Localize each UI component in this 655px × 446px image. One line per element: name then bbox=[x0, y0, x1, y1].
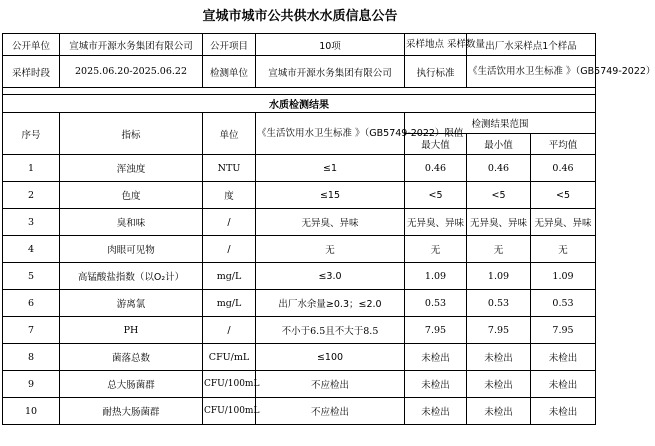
row-limit: ≤1 bbox=[256, 155, 405, 182]
row-max: 未检出 bbox=[405, 371, 467, 398]
info-label-period: 采样时段 bbox=[3, 56, 60, 88]
row-indicator: 肉眼可见物 bbox=[60, 236, 203, 263]
table-row bbox=[3, 398, 596, 425]
row-unit: NTU bbox=[203, 155, 256, 182]
table-row bbox=[3, 317, 596, 344]
row-indicator: 耐热大肠菌群 bbox=[60, 398, 203, 425]
row-limit: ≤100 bbox=[256, 344, 405, 371]
row-avg: 无 bbox=[531, 236, 596, 263]
row-max: 1.09 bbox=[405, 263, 467, 290]
water-quality-table bbox=[2, 33, 655, 425]
row-indicator: PH bbox=[60, 317, 203, 344]
table-row bbox=[3, 290, 596, 317]
row-indicator: 高锰酸盐指数（以O₂计） bbox=[60, 263, 203, 290]
row-avg: 未检出 bbox=[531, 371, 596, 398]
row-index: 1 bbox=[3, 155, 60, 182]
row-unit: / bbox=[203, 317, 256, 344]
row-max: 无 bbox=[405, 236, 467, 263]
row-avg: 7.95 bbox=[531, 317, 596, 344]
header-min: 最小值 bbox=[467, 134, 531, 155]
info-value-lab: 宣城市开源水务集团有限公司 bbox=[256, 56, 405, 88]
row-limit: 无异臭、异味 bbox=[256, 209, 405, 236]
spacer-cell bbox=[3, 88, 596, 95]
row-avg: 未检出 bbox=[531, 344, 596, 371]
row-min: 未检出 bbox=[467, 344, 531, 371]
table-row bbox=[3, 236, 596, 263]
row-min: 0.53 bbox=[467, 290, 531, 317]
row-avg: 0.53 bbox=[531, 290, 596, 317]
info-row-2 bbox=[3, 56, 596, 88]
row-max: 无异臭、异味 bbox=[405, 209, 467, 236]
info-label-sampling-site: 采样地点 采样数量 bbox=[405, 34, 467, 56]
row-min: 未检出 bbox=[467, 398, 531, 425]
row-index: 2 bbox=[3, 182, 60, 209]
row-limit: ≤3.0 bbox=[256, 263, 405, 290]
table-row bbox=[3, 371, 596, 398]
header-limit: 《生活饮用水卫生标准 》（GB5749-2022）限值 bbox=[256, 113, 405, 155]
row-avg: 未检出 bbox=[531, 398, 596, 425]
page-title: 宣城市城市公共供水水质信息公告 bbox=[202, 9, 398, 24]
row-unit: CFU/100mL bbox=[203, 398, 256, 425]
row-unit: CFU/mL bbox=[203, 344, 256, 371]
info-label-publisher: 公开单位 bbox=[3, 34, 60, 56]
table-row bbox=[3, 182, 596, 209]
info-value-publisher: 宣城市开源水务集团有限公司 bbox=[60, 34, 203, 56]
section-title: 水质检测结果 bbox=[3, 95, 596, 113]
row-indicator: 菌落总数 bbox=[60, 344, 203, 371]
row-index: 8 bbox=[3, 344, 60, 371]
table-row bbox=[3, 209, 596, 236]
row-limit: 不应检出 bbox=[256, 398, 405, 425]
section-row bbox=[3, 95, 596, 113]
header-avg: 平均值 bbox=[531, 134, 596, 155]
row-limit: 无 bbox=[256, 236, 405, 263]
row-limit: 出厂水余量≥0.3；≤2.0 bbox=[256, 290, 405, 317]
info-label-standard: 执行标准 bbox=[405, 56, 467, 88]
row-index: 6 bbox=[3, 290, 60, 317]
row-limit: ≤15 bbox=[256, 182, 405, 209]
header-index: 序号 bbox=[3, 113, 60, 155]
row-avg: 1.09 bbox=[531, 263, 596, 290]
header-range: 检测结果范围 bbox=[405, 113, 596, 134]
info-value-items: 10项 bbox=[256, 34, 405, 56]
row-unit: 度 bbox=[203, 182, 256, 209]
info-label-lab: 检测单位 bbox=[203, 56, 256, 88]
row-unit: mg/L bbox=[203, 263, 256, 290]
info-value-sampling-site: 出厂水采样点1个样品 bbox=[467, 34, 596, 56]
row-index: 9 bbox=[3, 371, 60, 398]
header-max: 最大值 bbox=[405, 134, 467, 155]
row-min: 7.95 bbox=[467, 317, 531, 344]
row-avg: 0.46 bbox=[531, 155, 596, 182]
row-min: <5 bbox=[467, 182, 531, 209]
row-index: 7 bbox=[3, 317, 60, 344]
info-label-items: 公开项目 bbox=[203, 34, 256, 56]
row-min: 1.09 bbox=[467, 263, 531, 290]
row-unit: / bbox=[203, 209, 256, 236]
row-avg: 无异臭、异味 bbox=[531, 209, 596, 236]
header-indicator: 指标 bbox=[60, 113, 203, 155]
row-min: 未检出 bbox=[467, 371, 531, 398]
row-unit: / bbox=[203, 236, 256, 263]
row-max: 7.95 bbox=[405, 317, 467, 344]
row-index: 4 bbox=[3, 236, 60, 263]
row-indicator: 色度 bbox=[60, 182, 203, 209]
table-row bbox=[3, 155, 596, 182]
row-indicator: 臭和味 bbox=[60, 209, 203, 236]
info-value-standard: 《生活饮用水卫生标准 》（GB5749-2022） bbox=[467, 56, 596, 88]
row-limit: 不小于6.5且不大于8.5 bbox=[256, 317, 405, 344]
row-indicator: 游离氯 bbox=[60, 290, 203, 317]
row-index: 10 bbox=[3, 398, 60, 425]
row-indicator: 浑浊度 bbox=[60, 155, 203, 182]
row-min: 无异臭、异味 bbox=[467, 209, 531, 236]
row-min: 0.46 bbox=[467, 155, 531, 182]
row-max: 0.46 bbox=[405, 155, 467, 182]
table-row bbox=[3, 344, 596, 371]
header-unit: 单位 bbox=[203, 113, 256, 155]
row-avg: <5 bbox=[531, 182, 596, 209]
row-indicator: 总大肠菌群 bbox=[60, 371, 203, 398]
header-row-1 bbox=[3, 113, 596, 134]
row-index: 3 bbox=[3, 209, 60, 236]
row-min: 无 bbox=[467, 236, 531, 263]
table-row bbox=[3, 263, 596, 290]
row-unit: mg/L bbox=[203, 290, 256, 317]
info-value-period: 2025.06.20-2025.06.22 bbox=[60, 56, 203, 88]
row-max: 0.53 bbox=[405, 290, 467, 317]
row-unit: CFU/100mL bbox=[203, 371, 256, 398]
row-max: <5 bbox=[405, 182, 467, 209]
row-limit: 不应检出 bbox=[256, 371, 405, 398]
spacer-row bbox=[3, 88, 596, 95]
row-max: 未检出 bbox=[405, 398, 467, 425]
info-row-1 bbox=[3, 34, 596, 56]
row-max: 未检出 bbox=[405, 344, 467, 371]
row-index: 5 bbox=[3, 263, 60, 290]
